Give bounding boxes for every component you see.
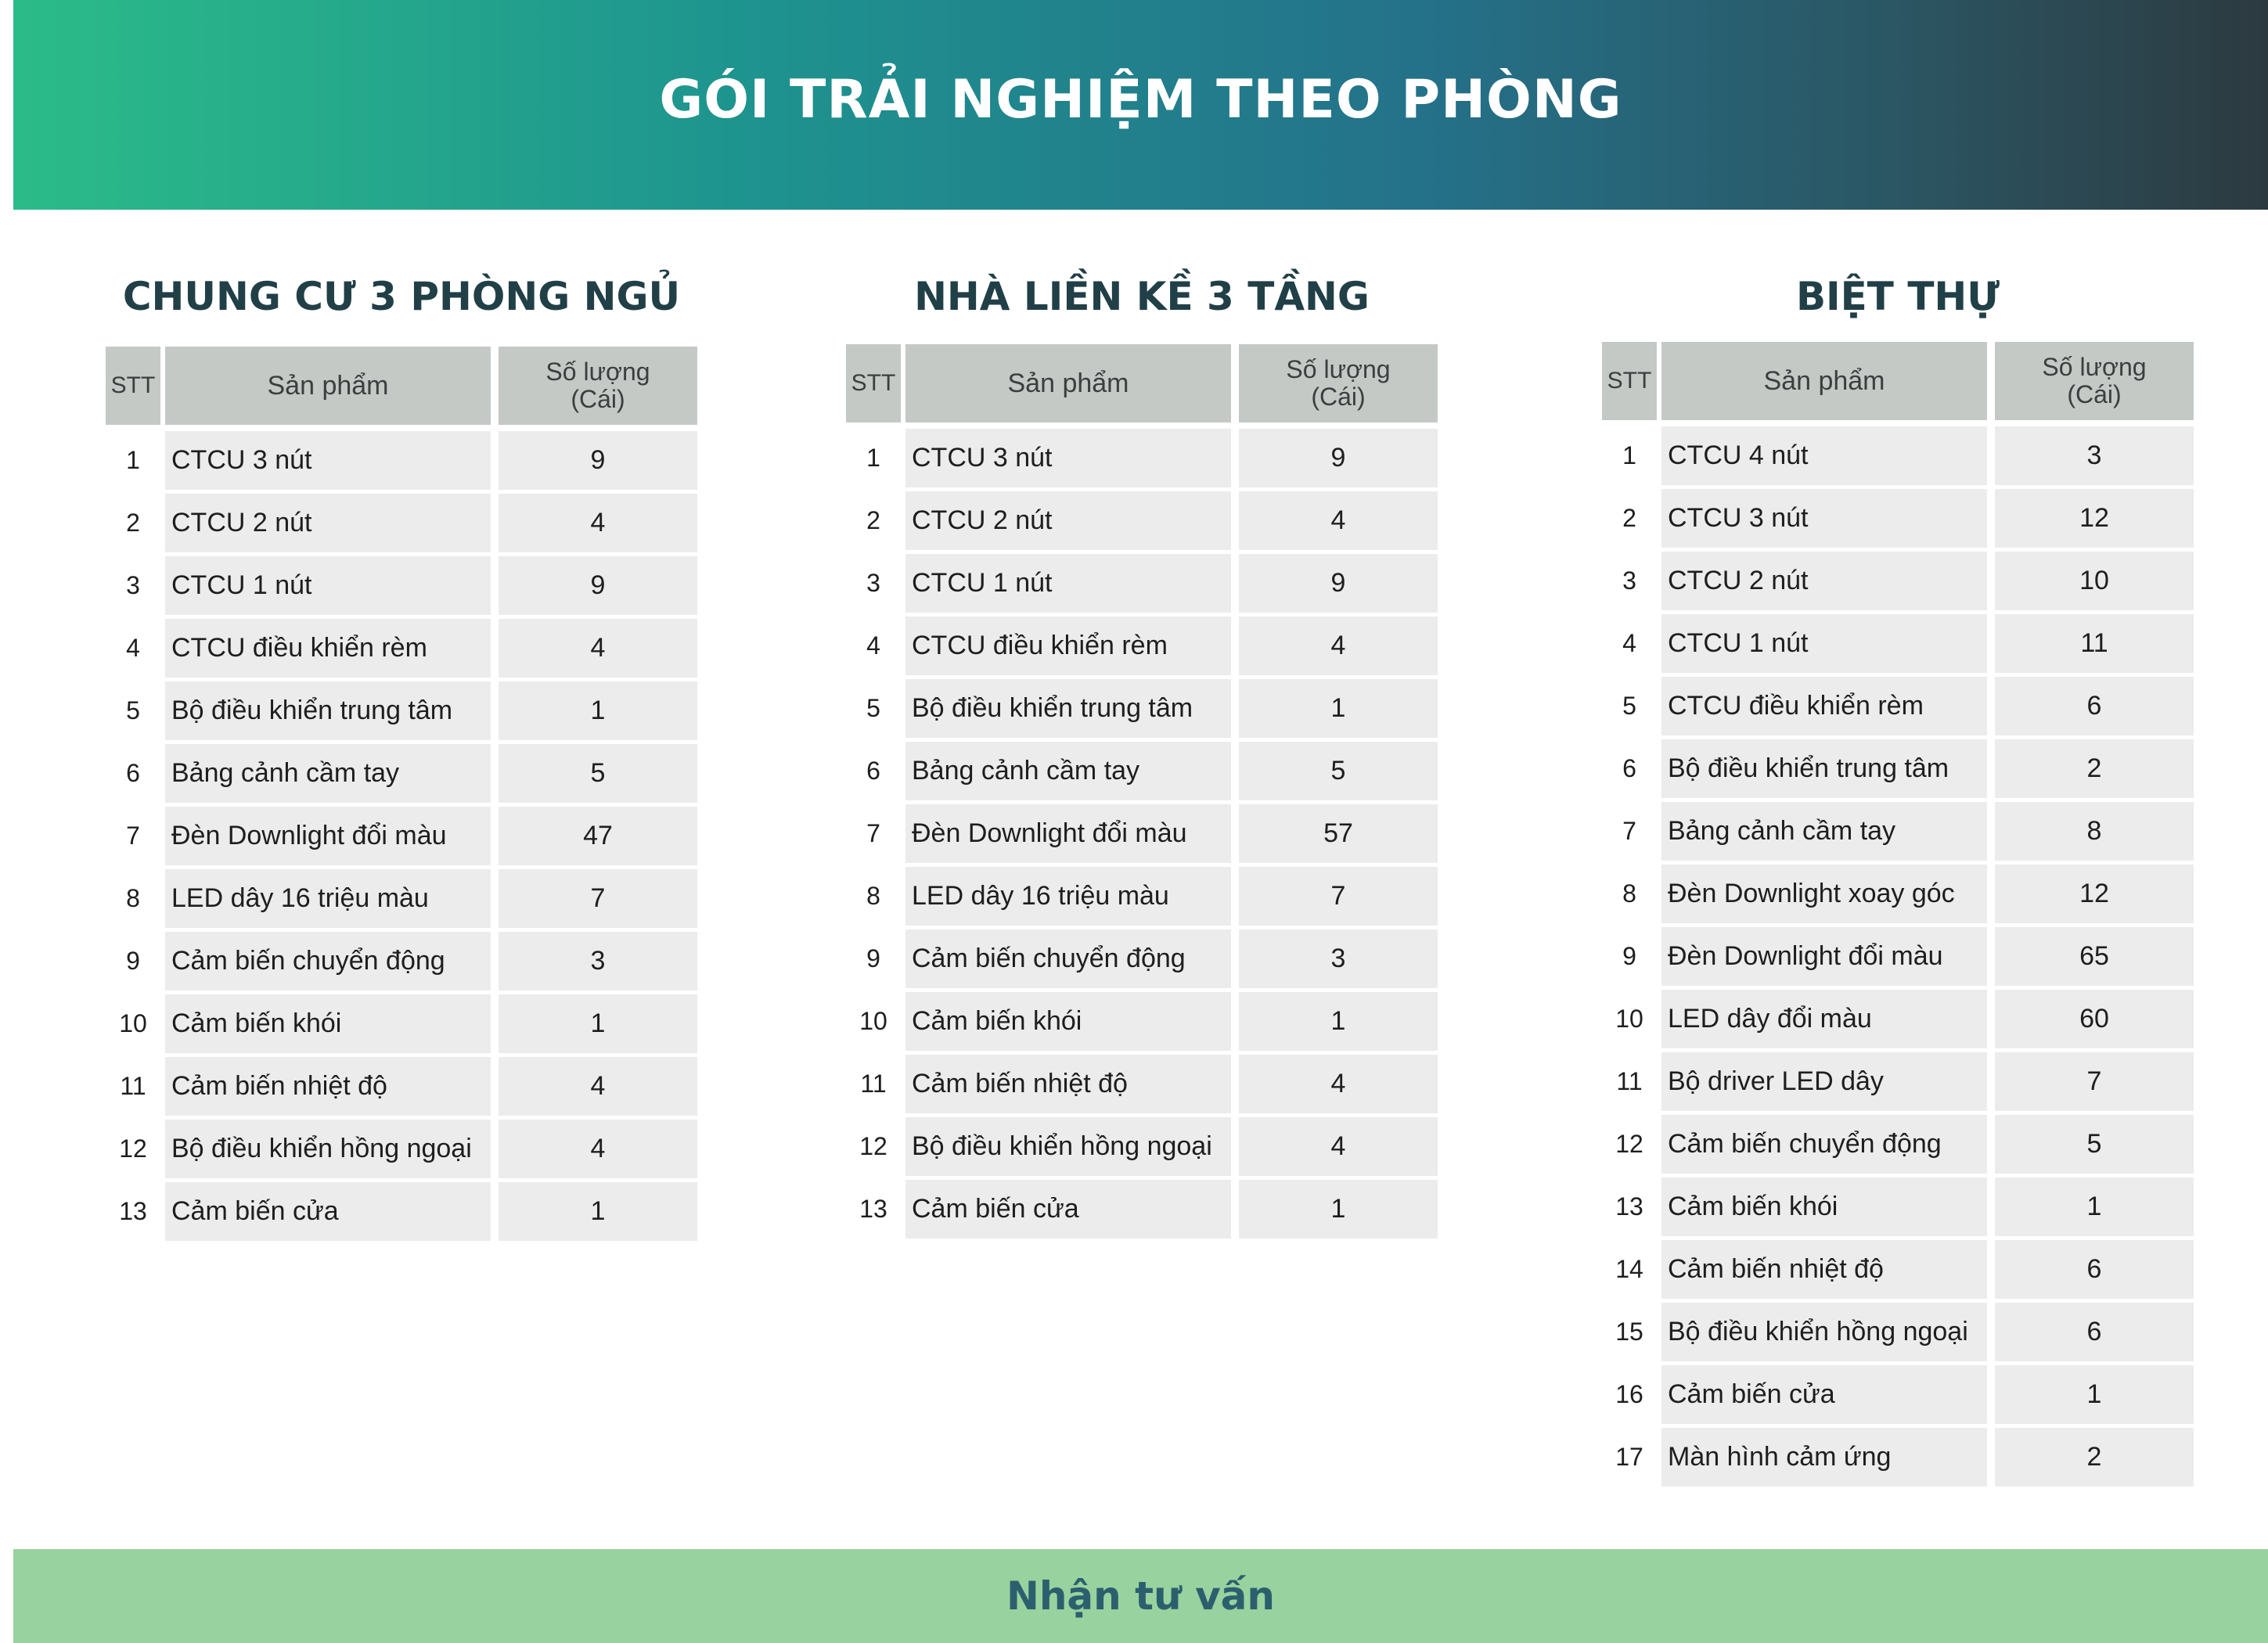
row-quantity: 5 [499, 744, 697, 803]
package-title: CHUNG CƯ 3 PHÒNG NGỦ [122, 274, 681, 319]
row-quantity: 2 [1995, 1428, 2194, 1487]
row-stt: 9 [106, 932, 160, 990]
row-stt: 12 [106, 1120, 160, 1178]
row-product: Bộ điều khiển hồng ngoại [905, 1117, 1231, 1176]
header-stt: STT [1602, 342, 1657, 420]
row-quantity: 4 [499, 1120, 697, 1178]
row-product: LED dây 16 triệu màu [905, 867, 1231, 926]
row-stt: 7 [846, 804, 901, 863]
row-quantity: 47 [499, 807, 697, 865]
row-product: CTCU 2 nút [1661, 552, 1987, 610]
row-stt: 4 [1602, 614, 1657, 673]
header-quantity-line2: (Cái) [2067, 380, 2122, 408]
row-product: Đèn Downlight đổi màu [165, 807, 491, 865]
row-product: Bộ điều khiển trung tâm [905, 679, 1231, 738]
row-quantity: 12 [1995, 489, 2194, 548]
row-product: Bộ driver LED dây [1661, 1052, 1987, 1111]
row-product: Cảm biến chuyển động [905, 929, 1231, 988]
row-stt: 10 [1602, 990, 1657, 1048]
row-quantity: 5 [1995, 1115, 2194, 1174]
row-quantity: 6 [1995, 1240, 2194, 1299]
header-quantity-line2: (Cái) [571, 385, 625, 413]
row-product: Cảm biến cửa [905, 1180, 1231, 1239]
row-stt: 7 [1602, 802, 1657, 861]
header-stt: STT [846, 344, 901, 422]
row-quantity: 1 [1239, 992, 1438, 1051]
row-product: Bộ điều khiển hồng ngoại [1661, 1303, 1987, 1361]
row-quantity: 2 [1995, 739, 2194, 798]
package-title: BIỆT THỰ [1795, 274, 2000, 319]
package-title: NHÀ LIỀN KỀ 3 TẦNG [914, 274, 1370, 319]
row-product: CTCU điều khiển rèm [905, 617, 1231, 675]
header-quantity [499, 347, 697, 425]
row-stt: 3 [1602, 552, 1657, 610]
row-stt: 9 [846, 929, 901, 988]
row-stt: 1 [106, 431, 160, 490]
row-stt: 13 [106, 1182, 160, 1241]
row-stt: 17 [1602, 1428, 1657, 1487]
header-quantity-line1: Số lượng [545, 358, 650, 386]
row-stt: 12 [846, 1117, 901, 1176]
row-stt: 5 [846, 679, 901, 738]
row-stt: 10 [846, 992, 901, 1051]
row-quantity: 5 [1239, 742, 1438, 800]
row-quantity: 7 [499, 869, 697, 928]
row-stt: 8 [846, 867, 901, 926]
row-quantity: 1 [1239, 679, 1438, 738]
row-quantity: 4 [1239, 491, 1438, 550]
row-product: CTCU điều khiển rèm [165, 619, 491, 678]
row-product: CTCU 2 nút [165, 494, 491, 552]
row-product: CTCU 3 nút [905, 429, 1231, 487]
row-product: CTCU 3 nút [165, 431, 491, 490]
row-stt: 13 [1602, 1177, 1657, 1236]
row-stt: 3 [846, 554, 901, 613]
row-product: CTCU 4 nút [1661, 426, 1987, 485]
row-quantity: 4 [499, 619, 697, 678]
row-stt: 9 [1602, 927, 1657, 986]
row-product: Cảm biến nhiệt độ [1661, 1240, 1987, 1299]
row-product: Bộ điều khiển hồng ngoại [165, 1120, 491, 1178]
row-stt: 4 [106, 619, 160, 678]
row-product: Cảm biến chuyển động [165, 932, 491, 990]
header-quantity [1995, 342, 2194, 420]
header-banner [13, 0, 2268, 210]
consult-button-label: Nhận tư vấn [1006, 1573, 1276, 1619]
row-stt: 11 [1602, 1052, 1657, 1111]
row-stt: 11 [846, 1055, 901, 1113]
row-quantity: 3 [499, 932, 697, 990]
row-quantity: 6 [1995, 677, 2194, 735]
header-quantity-line2: (Cái) [1311, 383, 1366, 411]
row-product: Cảm biến cửa [1661, 1365, 1987, 1424]
row-quantity: 7 [1995, 1052, 2194, 1111]
row-stt: 6 [846, 742, 901, 800]
row-quantity: 1 [499, 994, 697, 1053]
page-title: GÓI TRẢI NGHIỆM THEO PHÒNG [659, 69, 1622, 131]
row-product: Cảm biến nhiệt độ [165, 1057, 491, 1116]
header-stt: STT [106, 347, 160, 425]
row-quantity: 10 [1995, 552, 2194, 610]
row-quantity: 57 [1239, 804, 1438, 863]
row-product: LED dây 16 triệu màu [165, 869, 491, 928]
row-stt: 4 [846, 617, 901, 675]
row-quantity: 6 [1995, 1303, 2194, 1361]
row-stt: 6 [1602, 739, 1657, 798]
row-product: Màn hình cảm ứng [1661, 1428, 1987, 1487]
row-stt: 2 [846, 491, 901, 550]
row-stt: 8 [1602, 865, 1657, 923]
row-quantity: 12 [1995, 865, 2194, 923]
row-quantity: 9 [1239, 554, 1438, 613]
row-product: Cảm biến khói [165, 994, 491, 1053]
row-product: Cảm biến khói [905, 992, 1231, 1051]
row-stt: 5 [106, 681, 160, 740]
row-product: Bộ điều khiển trung tâm [165, 681, 491, 740]
row-stt: 2 [1602, 489, 1657, 548]
row-quantity: 3 [1995, 426, 2194, 485]
row-stt: 6 [106, 744, 160, 803]
row-quantity: 1 [499, 1182, 697, 1241]
row-product: Cảm biến nhiệt độ [905, 1055, 1231, 1113]
row-stt: 1 [1602, 426, 1657, 485]
row-quantity: 9 [1239, 429, 1438, 487]
row-quantity: 4 [499, 494, 697, 552]
row-stt: 14 [1602, 1240, 1657, 1299]
row-product: CTCU điều khiển rèm [1661, 677, 1987, 735]
consult-button[interactable] [13, 1549, 2268, 1643]
row-product: Bảng cảnh cầm tay [1661, 802, 1987, 861]
row-quantity: 65 [1995, 927, 2194, 986]
row-quantity: 1 [1995, 1177, 2194, 1236]
row-stt: 5 [1602, 677, 1657, 735]
row-quantity: 1 [499, 681, 697, 740]
row-stt: 1 [846, 429, 901, 487]
row-stt: 2 [106, 494, 160, 552]
row-stt: 11 [106, 1057, 160, 1116]
header-quantity-line1: Số lượng [2042, 353, 2147, 382]
row-quantity: 9 [499, 431, 697, 490]
row-quantity: 4 [1239, 1117, 1438, 1176]
header-product: Sản phẩm [165, 347, 491, 425]
row-product: Cảm biến chuyển động [1661, 1115, 1987, 1174]
row-quantity: 8 [1995, 802, 2194, 861]
row-product: Đèn Downlight đổi màu [905, 804, 1231, 863]
row-quantity: 4 [1239, 617, 1438, 675]
row-product: Cảm biến khói [1661, 1177, 1987, 1236]
row-quantity: 9 [499, 556, 697, 615]
row-quantity: 4 [499, 1057, 697, 1116]
row-product: Bảng cảnh cầm tay [905, 742, 1231, 800]
row-quantity: 3 [1239, 929, 1438, 988]
header-product: Sản phẩm [905, 344, 1231, 422]
row-quantity: 1 [1995, 1365, 2194, 1424]
row-product: CTCU 2 nút [905, 491, 1231, 550]
row-stt: 7 [106, 807, 160, 865]
row-stt: 3 [106, 556, 160, 615]
row-quantity: 7 [1239, 867, 1438, 926]
row-quantity: 60 [1995, 990, 2194, 1048]
row-stt: 10 [106, 994, 160, 1053]
row-product: Bộ điều khiển trung tâm [1661, 739, 1987, 798]
row-stt: 13 [846, 1180, 901, 1239]
header-quantity-line1: Số lượng [1286, 355, 1391, 384]
row-product: LED dây đổi màu [1661, 990, 1987, 1048]
row-product: CTCU 1 nút [1661, 614, 1987, 673]
row-product: Cảm biến cửa [165, 1182, 491, 1241]
row-quantity: 4 [1239, 1055, 1438, 1113]
row-product: CTCU 1 nút [905, 554, 1231, 613]
row-product: Đèn Downlight xoay góc [1661, 865, 1987, 923]
row-stt: 8 [106, 869, 160, 928]
row-product: CTCU 3 nút [1661, 489, 1987, 548]
row-stt: 16 [1602, 1365, 1657, 1424]
header-product: Sản phẩm [1661, 342, 1987, 420]
header-quantity [1239, 344, 1438, 422]
row-stt: 15 [1602, 1303, 1657, 1361]
row-quantity: 1 [1239, 1180, 1438, 1239]
row-stt: 12 [1602, 1115, 1657, 1174]
row-product: CTCU 1 nút [165, 556, 491, 615]
row-quantity: 11 [1995, 614, 2194, 673]
row-product: Đèn Downlight đổi màu [1661, 927, 1987, 986]
row-product: Bảng cảnh cầm tay [165, 744, 491, 803]
